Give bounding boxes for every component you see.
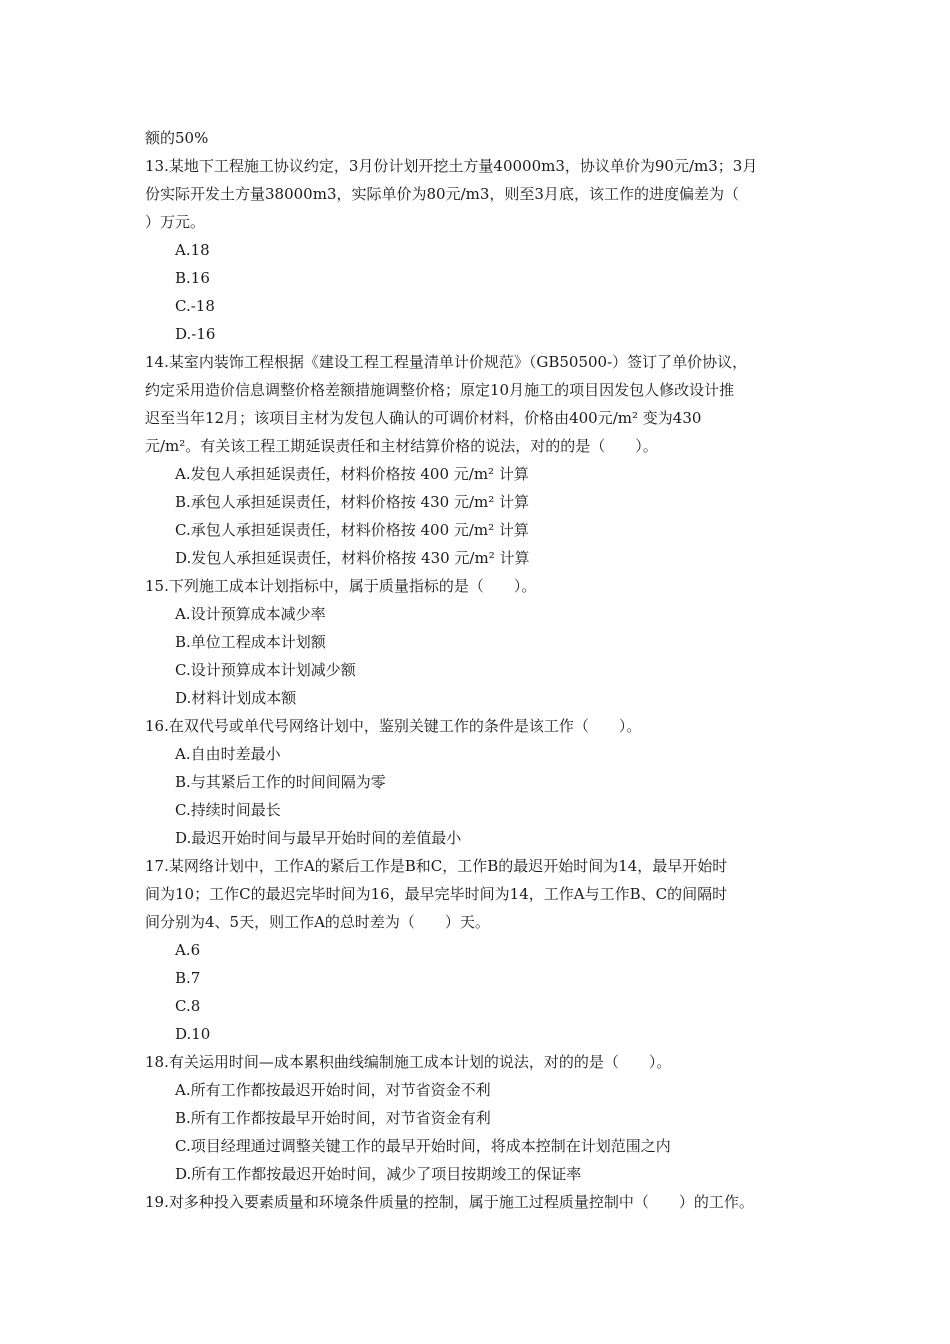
answer-option-line: C.承包人承担延误责任，材料价格按 400 元/m² 计算: [175, 521, 529, 539]
answer-option-line: D.10: [175, 1025, 211, 1043]
question-text-line: 迟至当年12月；该项目主材为发包人确认的可调价材料，价格由400元/m² 变为430: [145, 409, 702, 427]
question-text-line: 间为10；工作C的最迟完毕时间为16，最早完毕时间为14，工作A与工作B、C的间隔时: [145, 885, 728, 903]
answer-option-line: C.持续时间最长: [175, 801, 281, 819]
question-text-line: 额的50%: [145, 129, 209, 147]
answer-option-line: B.单位工程成本计划额: [175, 633, 326, 651]
answer-option-line: C.-18: [175, 297, 215, 315]
answer-option-line: A.18: [175, 241, 210, 259]
question-text-line: 间分别为4、5天，则工作A的总时差为（ ）天。: [145, 913, 490, 931]
question-text-line: 17.某网络计划中，工作A的紧后工作是B和C，工作B的最迟开始时间为14，最早开始时: [145, 857, 728, 875]
answer-option-line: B.7: [175, 969, 201, 987]
document-page: [145, 124, 825, 1216]
answer-option-line: D.最迟开始时间与最早开始时间的差值最小: [175, 829, 462, 847]
answer-option-line: A.6: [175, 941, 201, 959]
question-text-line: 19.对多种投入要素质量和环境条件质量的控制，属于施工过程质量控制中（ ）的工作。: [145, 1193, 754, 1211]
answer-option-line: B.所有工作都按最早开始时间，对节省资金有利: [175, 1109, 491, 1127]
answer-option-line: A.自由时差最小: [175, 745, 281, 763]
question-text-line: ）万元。: [145, 213, 206, 231]
question-text-line: 约定采用造价信息调整价格差额措施调整价格；原定10月施工的项目因发包人修改设计推: [145, 381, 735, 399]
answer-option-line: D.发包人承担延误责任，材料价格按 430 元/m² 计算: [175, 549, 530, 567]
question-text-line: 14.某室内装饰工程根据《建设工程工程量清单计价规范》（GB50500-）签订了单价协议，: [145, 353, 748, 371]
answer-option-line: A.设计预算成本减少率: [175, 605, 326, 623]
answer-option-line: C.设计预算成本计划减少额: [175, 661, 356, 679]
answer-option-line: D.所有工作都按最迟开始时间，减少了项目按期竣工的保证率: [175, 1165, 582, 1183]
answer-option-line: A.发包人承担延误责任，材料价格按 400 元/m² 计算: [175, 465, 529, 483]
question-text-line: 份实际开发土方量38000m3，实际单价为80元/m3，则至3月底，该工作的进度偏差为（: [145, 185, 739, 203]
answer-option-line: B.与其紧后工作的时间间隔为零: [175, 773, 386, 791]
answer-option-line: D.材料计划成本额: [175, 689, 297, 707]
answer-option-line: B.承包人承担延误责任，材料价格按 430 元/m² 计算: [175, 493, 530, 511]
answer-option-line: A.所有工作都按最迟开始时间，对节省资金不利: [175, 1081, 491, 1099]
question-text-line: 16.在双代号或单代号网络计划中，鉴别关键工作的条件是该工作（ ）。: [145, 717, 642, 735]
question-text-line: 元/m²。有关该工程工期延误责任和主材结算价格的说法，对的的是（ ）。: [145, 437, 658, 455]
answer-option-line: C.8: [175, 997, 201, 1015]
answer-option-line: D.-16: [175, 325, 216, 343]
question-text-line: 18.有关运用时间—成本累积曲线编制施工成本计划的说法，对的的是（ ）。: [145, 1053, 672, 1071]
answer-option-line: C.项目经理通过调整关键工作的最早开始时间，将成本控制在计划范围之内: [175, 1137, 671, 1155]
question-text-line: 13.某地下工程施工协议约定，3月份计划开挖土方量40000m3，协议单价为90元/m3；3月: [145, 157, 758, 175]
answer-option-line: B.16: [175, 269, 210, 287]
question-text-line: 15.下列施工成本计划指标中，属于质量指标的是（ ）。: [145, 577, 537, 595]
